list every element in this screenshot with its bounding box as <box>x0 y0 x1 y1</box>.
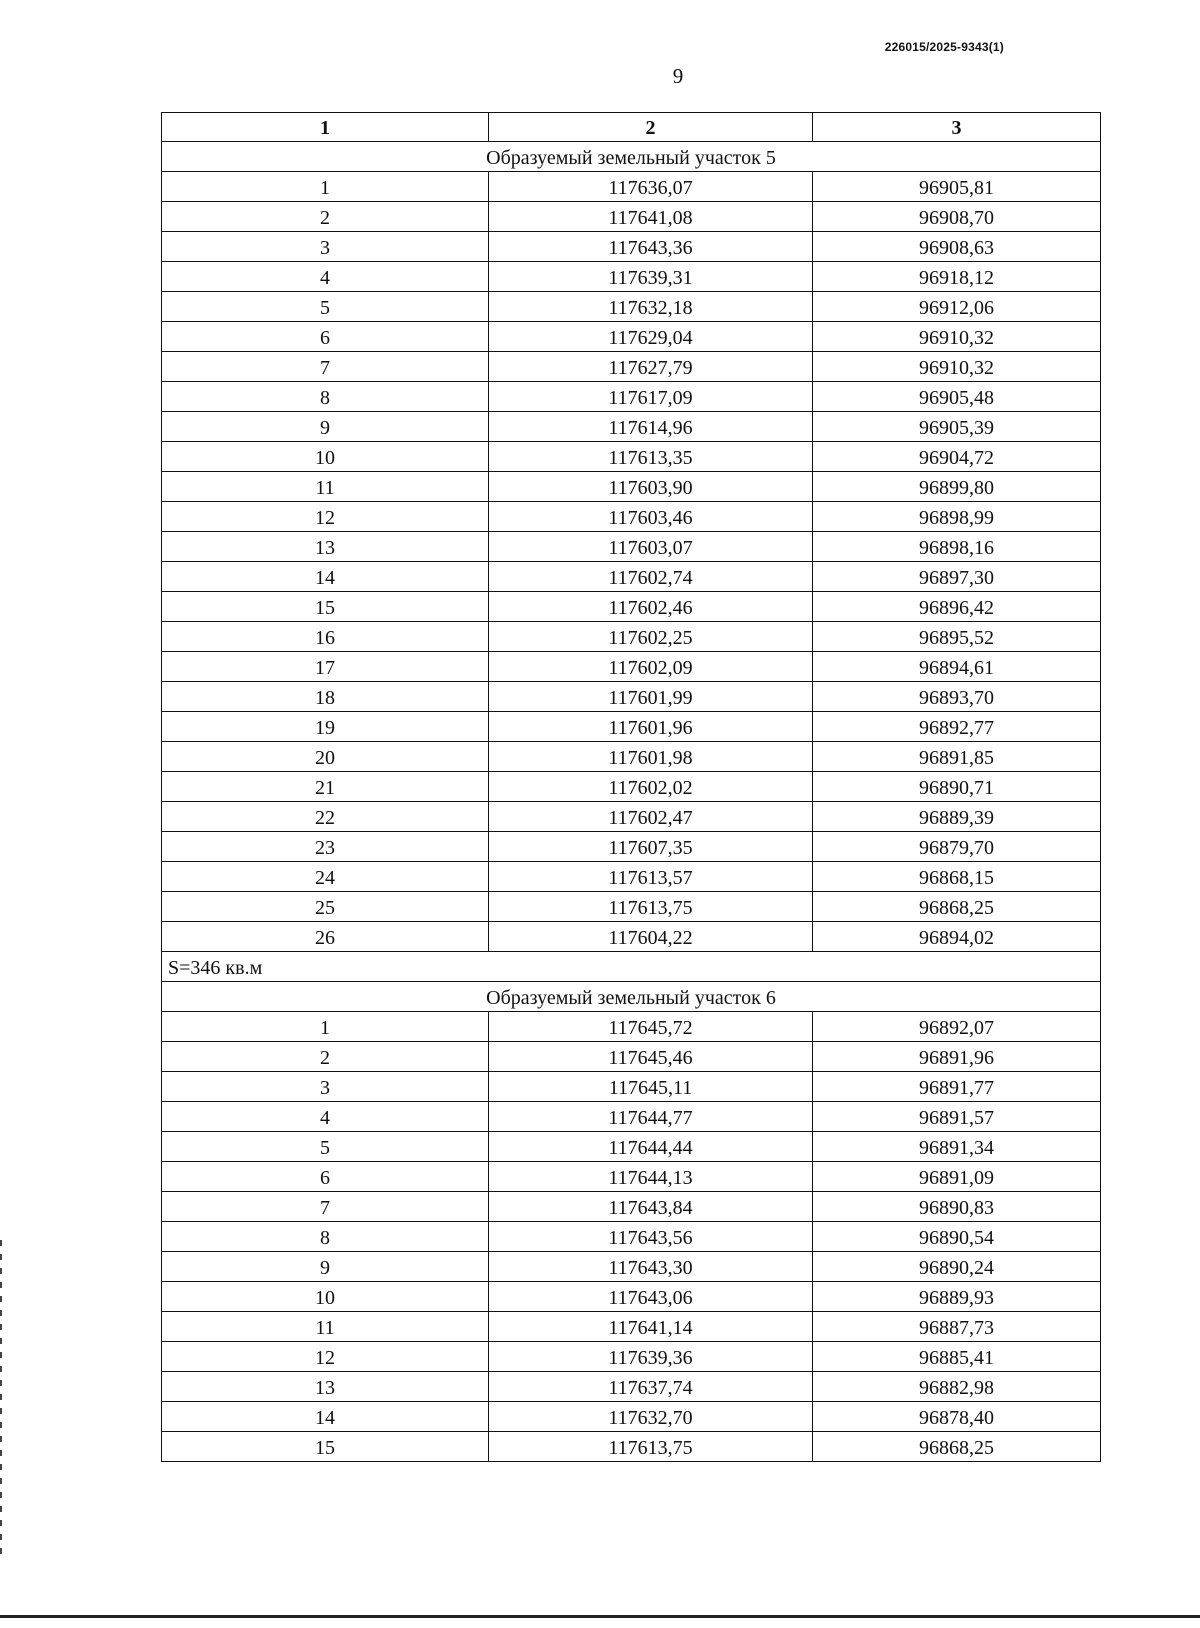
document-number: 226015/2025-9343(1) <box>884 40 1004 54</box>
point-number-cell: 5 <box>162 292 489 322</box>
area-value: S=346 кв.м <box>162 952 1101 982</box>
point-number-cell: 19 <box>162 712 489 742</box>
x-coordinate-cell: 117602,25 <box>489 622 813 652</box>
scan-bottom-line <box>0 1615 1200 1618</box>
y-coordinate-cell: 96897,30 <box>813 562 1101 592</box>
x-coordinate-cell: 117602,02 <box>489 772 813 802</box>
table-row <box>162 382 1101 412</box>
x-coordinate-cell: 117627,79 <box>489 352 813 382</box>
section-title: Образуемый земельный участок 5 <box>162 142 1101 172</box>
x-coordinate-cell: 117643,30 <box>489 1252 813 1282</box>
area-row <box>162 952 1101 982</box>
x-coordinate-cell: 117643,36 <box>489 232 813 262</box>
x-coordinate-cell: 117632,70 <box>489 1402 813 1432</box>
y-coordinate-cell: 96887,73 <box>813 1312 1101 1342</box>
x-coordinate-cell: 117644,77 <box>489 1102 813 1132</box>
point-number-cell: 25 <box>162 892 489 922</box>
x-coordinate-cell: 117613,75 <box>489 1432 813 1462</box>
y-coordinate-cell: 96878,40 <box>813 1402 1101 1432</box>
table-row <box>162 1342 1101 1372</box>
x-coordinate-cell: 117636,07 <box>489 172 813 202</box>
column-header-3: 3 <box>813 113 1101 142</box>
x-coordinate-cell: 117602,46 <box>489 592 813 622</box>
table-row <box>162 1192 1101 1222</box>
x-coordinate-cell: 117604,22 <box>489 922 813 952</box>
y-coordinate-cell: 96893,70 <box>813 682 1101 712</box>
table-row <box>162 1282 1101 1312</box>
section-title-row <box>162 142 1101 172</box>
point-number-cell: 9 <box>162 1252 489 1282</box>
point-number-cell: 5 <box>162 1132 489 1162</box>
y-coordinate-cell: 96918,12 <box>813 262 1101 292</box>
x-coordinate-cell: 117641,14 <box>489 1312 813 1342</box>
x-coordinate-cell: 117613,75 <box>489 892 813 922</box>
x-coordinate-cell: 117644,44 <box>489 1132 813 1162</box>
table-row <box>162 1012 1101 1042</box>
table-row <box>162 472 1101 502</box>
table-row <box>162 802 1101 832</box>
y-coordinate-cell: 96908,70 <box>813 202 1101 232</box>
table-row <box>162 232 1101 262</box>
table-row <box>162 412 1101 442</box>
table-row <box>162 892 1101 922</box>
x-coordinate-cell: 117607,35 <box>489 832 813 862</box>
point-number-cell: 22 <box>162 802 489 832</box>
table-row <box>162 682 1101 712</box>
x-coordinate-cell: 117644,13 <box>489 1162 813 1192</box>
y-coordinate-cell: 96882,98 <box>813 1372 1101 1402</box>
y-coordinate-cell: 96898,99 <box>813 502 1101 532</box>
table-row <box>162 1222 1101 1252</box>
x-coordinate-cell: 117614,96 <box>489 412 813 442</box>
y-coordinate-cell: 96910,32 <box>813 322 1101 352</box>
x-coordinate-cell: 117643,84 <box>489 1192 813 1222</box>
table-row <box>162 532 1101 562</box>
table-row <box>162 742 1101 772</box>
column-header-2: 2 <box>489 113 813 142</box>
y-coordinate-cell: 96905,81 <box>813 172 1101 202</box>
point-number-cell: 13 <box>162 1372 489 1402</box>
table-row <box>162 592 1101 622</box>
x-coordinate-cell: 117629,04 <box>489 322 813 352</box>
point-number-cell: 21 <box>162 772 489 802</box>
point-number-cell: 4 <box>162 262 489 292</box>
y-coordinate-cell: 96898,16 <box>813 532 1101 562</box>
point-number-cell: 3 <box>162 1072 489 1102</box>
scan-edge-artifact <box>0 1240 2 1560</box>
table-row <box>162 772 1101 802</box>
y-coordinate-cell: 96890,83 <box>813 1192 1101 1222</box>
table-row <box>162 1072 1101 1102</box>
point-number-cell: 4 <box>162 1102 489 1132</box>
y-coordinate-cell: 96899,80 <box>813 472 1101 502</box>
table-row <box>162 622 1101 652</box>
table-row <box>162 1372 1101 1402</box>
x-coordinate-cell: 117637,74 <box>489 1372 813 1402</box>
y-coordinate-cell: 96891,85 <box>813 742 1101 772</box>
point-number-cell: 14 <box>162 562 489 592</box>
x-coordinate-cell: 117645,72 <box>489 1012 813 1042</box>
table-row <box>162 502 1101 532</box>
table-row <box>162 1102 1101 1132</box>
x-coordinate-cell: 117603,07 <box>489 532 813 562</box>
point-number-cell: 14 <box>162 1402 489 1432</box>
table-row <box>162 262 1101 292</box>
x-coordinate-cell: 117643,06 <box>489 1282 813 1312</box>
point-number-cell: 8 <box>162 1222 489 1252</box>
x-coordinate-cell: 117601,96 <box>489 712 813 742</box>
table-row <box>162 1402 1101 1432</box>
y-coordinate-cell: 96885,41 <box>813 1342 1101 1372</box>
y-coordinate-cell: 96891,34 <box>813 1132 1101 1162</box>
coordinates-table <box>161 112 1101 1462</box>
table-header-row <box>162 113 1101 142</box>
y-coordinate-cell: 96891,77 <box>813 1072 1101 1102</box>
x-coordinate-cell: 117602,09 <box>489 652 813 682</box>
y-coordinate-cell: 96890,54 <box>813 1222 1101 1252</box>
x-coordinate-cell: 117602,74 <box>489 562 813 592</box>
y-coordinate-cell: 96905,48 <box>813 382 1101 412</box>
table-row <box>162 1252 1101 1282</box>
y-coordinate-cell: 96910,32 <box>813 352 1101 382</box>
point-number-cell: 9 <box>162 412 489 442</box>
y-coordinate-cell: 96895,52 <box>813 622 1101 652</box>
x-coordinate-cell: 117603,90 <box>489 472 813 502</box>
point-number-cell: 7 <box>162 352 489 382</box>
table-row <box>162 1312 1101 1342</box>
point-number-cell: 20 <box>162 742 489 772</box>
point-number-cell: 26 <box>162 922 489 952</box>
y-coordinate-cell: 96908,63 <box>813 232 1101 262</box>
point-number-cell: 24 <box>162 862 489 892</box>
point-number-cell: 23 <box>162 832 489 862</box>
page-number-wrap <box>0 64 1200 89</box>
point-number-cell: 15 <box>162 1432 489 1462</box>
x-coordinate-cell: 117641,08 <box>489 202 813 232</box>
point-number-cell: 11 <box>162 1312 489 1342</box>
point-number-cell: 1 <box>162 172 489 202</box>
table-row <box>162 1132 1101 1162</box>
x-coordinate-cell: 117639,36 <box>489 1342 813 1372</box>
y-coordinate-cell: 96890,71 <box>813 772 1101 802</box>
table-row <box>162 172 1101 202</box>
x-coordinate-cell: 117645,46 <box>489 1042 813 1072</box>
x-coordinate-cell: 117601,99 <box>489 682 813 712</box>
x-coordinate-cell: 117602,47 <box>489 802 813 832</box>
y-coordinate-cell: 96892,07 <box>813 1012 1101 1042</box>
table-row <box>162 562 1101 592</box>
point-number-cell: 6 <box>162 322 489 352</box>
table-row <box>162 712 1101 742</box>
y-coordinate-cell: 96912,06 <box>813 292 1101 322</box>
point-number-cell: 2 <box>162 1042 489 1072</box>
table-row <box>162 292 1101 322</box>
column-header-1: 1 <box>162 113 489 142</box>
table-row <box>162 862 1101 892</box>
point-number-cell: 16 <box>162 622 489 652</box>
y-coordinate-cell: 96891,57 <box>813 1102 1101 1132</box>
x-coordinate-cell: 117617,09 <box>489 382 813 412</box>
section-title-row <box>162 982 1101 1012</box>
point-number-cell: 7 <box>162 1192 489 1222</box>
x-coordinate-cell: 117613,57 <box>489 862 813 892</box>
table-row <box>162 202 1101 232</box>
x-coordinate-cell: 117643,56 <box>489 1222 813 1252</box>
table-row <box>162 652 1101 682</box>
x-coordinate-cell: 117632,18 <box>489 292 813 322</box>
table-row <box>162 1042 1101 1072</box>
point-number-cell: 6 <box>162 1162 489 1192</box>
y-coordinate-cell: 96896,42 <box>813 592 1101 622</box>
table-row <box>162 1162 1101 1192</box>
y-coordinate-cell: 96894,61 <box>813 652 1101 682</box>
y-coordinate-cell: 96879,70 <box>813 832 1101 862</box>
point-number-cell: 11 <box>162 472 489 502</box>
y-coordinate-cell: 96868,15 <box>813 862 1101 892</box>
y-coordinate-cell: 96868,25 <box>813 1432 1101 1462</box>
y-coordinate-cell: 96894,02 <box>813 922 1101 952</box>
point-number-cell: 13 <box>162 532 489 562</box>
point-number-cell: 12 <box>162 1342 489 1372</box>
x-coordinate-cell: 117639,31 <box>489 262 813 292</box>
point-number-cell: 10 <box>162 1282 489 1312</box>
table-row <box>162 832 1101 862</box>
y-coordinate-cell: 96889,93 <box>813 1282 1101 1312</box>
point-number-cell: 17 <box>162 652 489 682</box>
point-number-cell: 15 <box>162 592 489 622</box>
point-number-cell: 12 <box>162 502 489 532</box>
y-coordinate-cell: 96892,77 <box>813 712 1101 742</box>
table-row <box>162 352 1101 382</box>
y-coordinate-cell: 96868,25 <box>813 892 1101 922</box>
page-number: 9 <box>672 64 684 88</box>
y-coordinate-cell: 96889,39 <box>813 802 1101 832</box>
y-coordinate-cell: 96890,24 <box>813 1252 1101 1282</box>
point-number-cell: 8 <box>162 382 489 412</box>
point-number-cell: 10 <box>162 442 489 472</box>
x-coordinate-cell: 117645,11 <box>489 1072 813 1102</box>
x-coordinate-cell: 117613,35 <box>489 442 813 472</box>
y-coordinate-cell: 96891,09 <box>813 1162 1101 1192</box>
table-row <box>162 322 1101 352</box>
x-coordinate-cell: 117601,98 <box>489 742 813 772</box>
x-coordinate-cell: 117603,46 <box>489 502 813 532</box>
y-coordinate-cell: 96891,96 <box>813 1042 1101 1072</box>
table-row <box>162 1432 1101 1462</box>
y-coordinate-cell: 96904,72 <box>813 442 1101 472</box>
section-title: Образуемый земельный участок 6 <box>162 982 1101 1012</box>
point-number-cell: 3 <box>162 232 489 262</box>
table-row <box>162 442 1101 472</box>
point-number-cell: 18 <box>162 682 489 712</box>
point-number-cell: 2 <box>162 202 489 232</box>
point-number-cell: 1 <box>162 1012 489 1042</box>
table-row <box>162 922 1101 952</box>
coordinates-table-body <box>162 113 1101 1462</box>
y-coordinate-cell: 96905,39 <box>813 412 1101 442</box>
